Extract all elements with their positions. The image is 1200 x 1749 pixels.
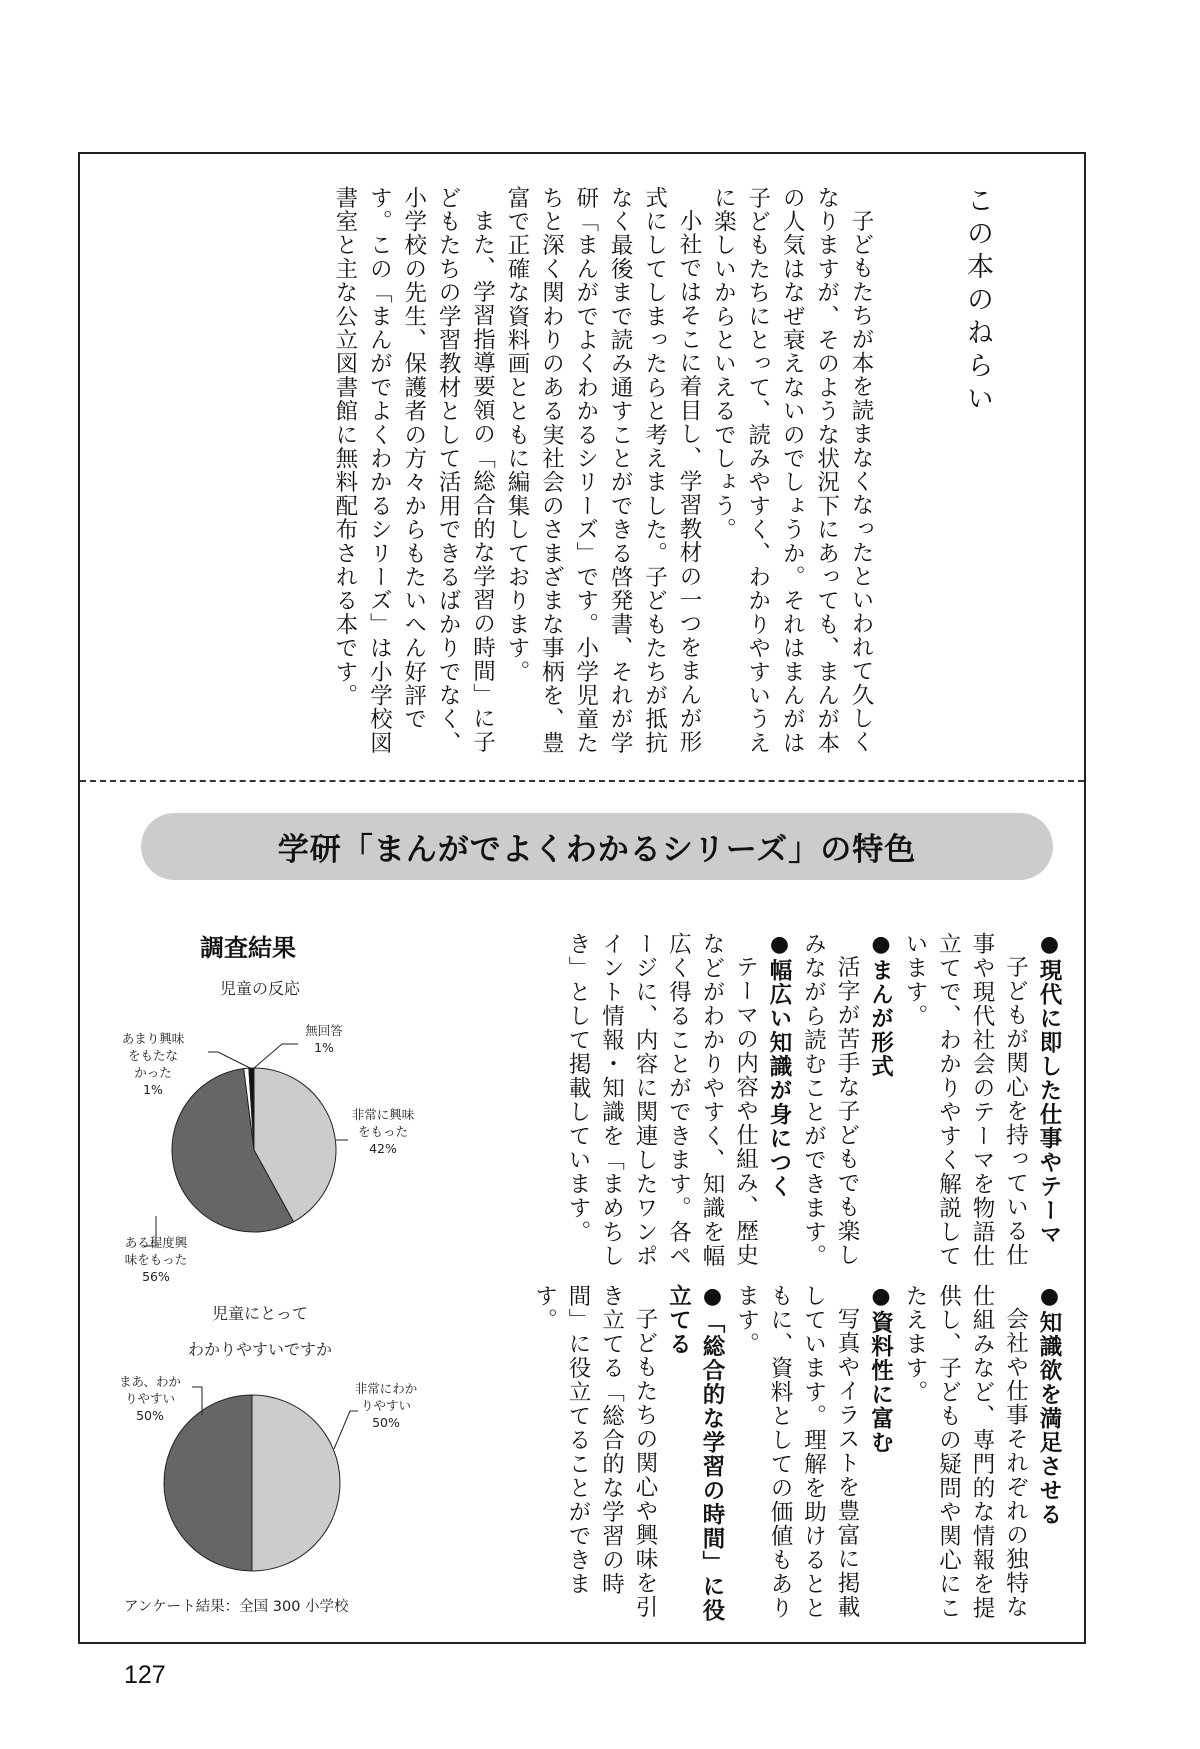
aim-paragraph: また、学習指導要領の「総合的な学習の時間」に子どもたちの学習教材として活用できるばかりでなく、小学校の先生、保護者の方々からもたいへん好評です。この「まんがでよくわかるシリーズ」は小学校図書室と主な公立図書館に無料配布される本です。 [331, 186, 496, 755]
feature-body: 子どもが関心を持っている仕事や現代社会のテーマを物語仕立てで、わかりやすく解説しています。 [902, 932, 1029, 1268]
feature-heading: ●現代に即した仕事やテーマ [1036, 932, 1062, 1247]
bullet-icon: ● [868, 1284, 894, 1311]
feature-heading: ●まんが形式 [867, 932, 894, 1079]
feature-body: 会社や仕事それぞれの独特な仕組みなど、専門的な情報を提供し、子どもの疑問や関心にこたえます。 [902, 1284, 1029, 1620]
pie2-label-fairly-clear: まあ、わか りやすい 50% [118, 1374, 181, 1423]
feature-item [796, 932, 898, 1277]
bullet-icon: ● [1037, 932, 1062, 959]
features-upper [414, 932, 1066, 1277]
feature-heading: ●幅広い知識が身につく [766, 932, 792, 1199]
feature-body: 子どもたちの関心や興味を引き立てる「総合的な学習の時間」に役立てることができます。 [531, 1284, 658, 1619]
pie-slice-0 [252, 1395, 340, 1571]
pie1-label-not-interested: あまり興味 をもたな かった 1% [121, 1031, 185, 1097]
dashed-divider [80, 780, 1084, 782]
bullet-icon: ● [700, 1284, 725, 1311]
banner-title: 学研「まんがでよくわかるシリーズ」の特色 [277, 832, 917, 868]
page-number: 127 [124, 1661, 166, 1689]
feature-heading: ●知識欲を満足させる [1036, 1284, 1062, 1527]
feature-heading: ●資料性に富む [867, 1284, 894, 1455]
aim-paragraph: 小社ではそこに着目し、学習教材の一つをまんが形式にしてしまったらと考えました。子どもたちが抵抗なく最後まで読み通すことができる啓発書、それが学研「まんがでよくわかるシリーズ」です。小学児童たちと深く関わりのある実社会のさまざまな事柄を、豊富で正確な資料画とともに編集しております。 [503, 186, 702, 755]
feature-body: 写真やイラストを豊富に掲載しています。理解を助けるとともに、資料としての価値もあります。 [733, 1284, 860, 1620]
feature-body: 活字が苦手な子どもでも楽しみながら読むことができます。 [800, 932, 860, 1268]
pie1-label-very-interested: 非常に興味 をもった 42% [351, 1107, 415, 1156]
pie-chart-reaction [170, 1066, 340, 1236]
feature-item [898, 932, 1067, 1277]
bullet-icon: ● [1037, 1284, 1062, 1311]
features-lower [531, 1284, 1066, 1629]
chart2-title: 児童にとって わかりやすいですか [187, 1304, 332, 1359]
feature-body: テーマの内容や仕組み、歴史などがわかりやすく、知識を幅広く得ることができます。各ページに、内容に関連したワンポイント情報・知識を「まめちしき」として掲載しています。 [565, 932, 759, 1268]
aim-body [168, 186, 878, 756]
chart1-title: 児童の反応 [219, 979, 300, 998]
pie1-label-no-answer: 無回答 1% [305, 1023, 343, 1055]
survey-title: 調査結果 [200, 934, 296, 962]
features-banner [141, 813, 1053, 880]
bullet-icon: ● [868, 932, 894, 959]
feature-heading: ●「総合的な学習の時間」に役立てる [665, 1284, 725, 1623]
feature-item [527, 1284, 729, 1629]
feature-item [729, 1284, 898, 1629]
aim-paragraph: 子どもたちが本を読まなくなったといわれて久しくなりますが、そのような状況下にあっても、まんが本の人気はなぜ衰えないのでしょうか。それはまんがは子どもたちにとって、読みやすく、わかりやすいうえに楽しいからといえるでしょう。 [710, 186, 874, 755]
survey-footnote: アンケート結果：全国 300 小学校 [124, 1599, 349, 1615]
feature-item [898, 1284, 1067, 1629]
bullet-icon: ● [767, 932, 792, 959]
feature-item [561, 932, 797, 1277]
aim-title: この本のねらい [962, 186, 993, 417]
pie1-label-somewhat-interested: ある程度興 味をもった 56% [124, 1235, 188, 1284]
pie2-label-very-clear: 非常にわか りやすい 50% [354, 1381, 418, 1430]
